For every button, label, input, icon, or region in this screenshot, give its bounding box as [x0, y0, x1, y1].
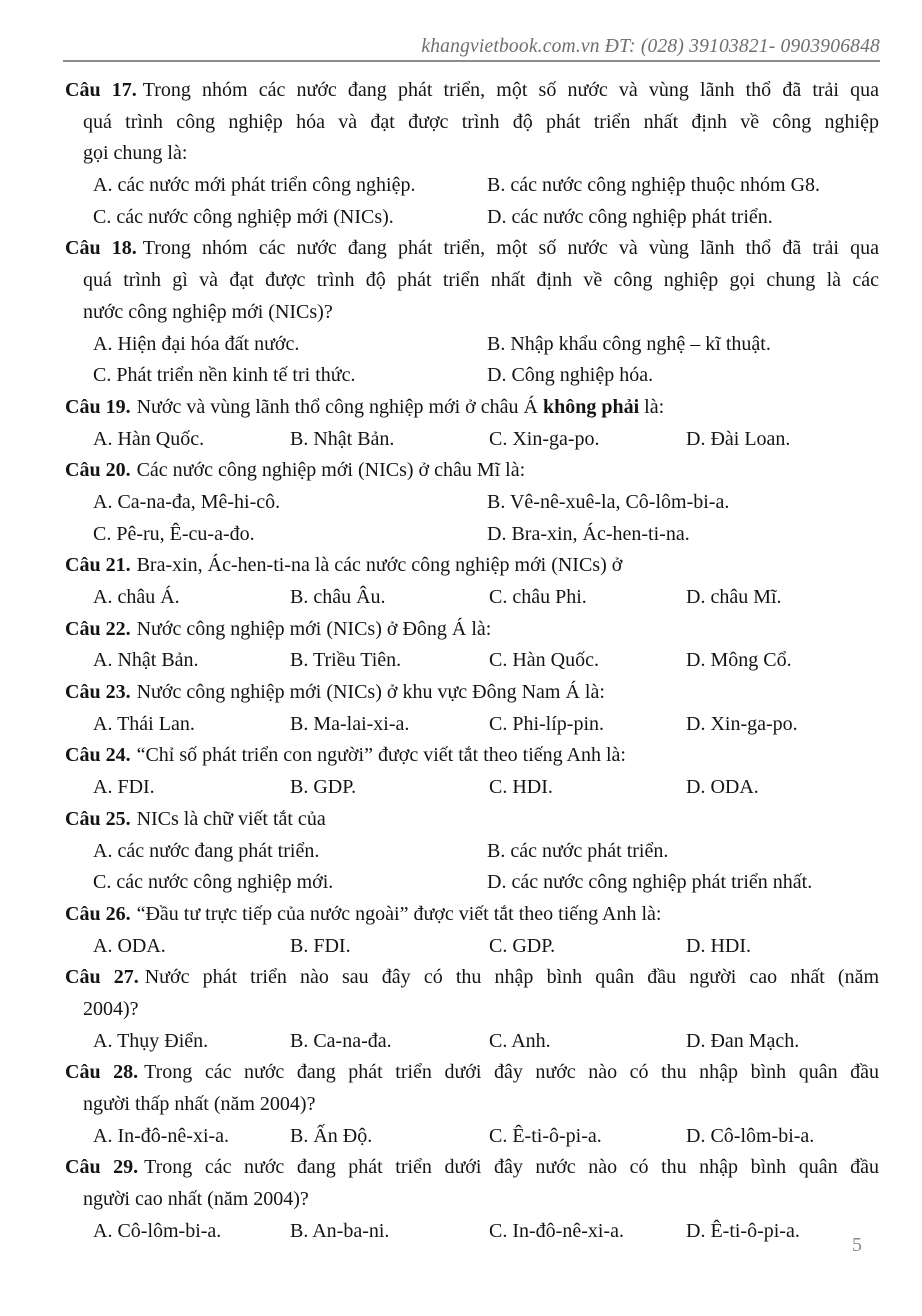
question-number: Câu 21.: [65, 554, 131, 577]
option-a: A. ODA.: [93, 934, 166, 957]
options-row: [93, 1026, 879, 1058]
question-stem-bold-text: không phải: [537, 395, 640, 418]
question-stem-text: Nước công nghiệp mới (NICs) ở khu vực Đông Nam Á là:: [136, 681, 605, 704]
question-stem-line: gọi chung là:: [83, 142, 188, 165]
options-row: [93, 709, 879, 741]
question-number: Câu 20.: [65, 459, 131, 482]
question-number: Câu 29.: [65, 1156, 139, 1179]
question-stem-text: Trong các nước đang phát triển dưới đây nước nào có thu nhập bình quân đầu: [144, 1061, 879, 1084]
question-24: [65, 740, 879, 803]
question-number: Câu 26.: [65, 902, 131, 925]
option-c: C. Pê-ru, Ê-cu-a-đo.: [93, 522, 255, 545]
option-d: D. HDI.: [686, 934, 751, 957]
option-d: D. Bra-xin, Ác-hen-ti-na.: [487, 522, 690, 545]
option-c: C. In-đô-nê-xi-a.: [489, 1219, 624, 1242]
page-number: 5: [852, 1234, 862, 1256]
question-stem-text: Trong các nước đang phát triển dưới đây nước nào có thu nhập bình quân đầu: [144, 1156, 879, 1179]
option-b: B. GDP.: [290, 776, 357, 799]
option-c: C. Phát triển nền kinh tế tri thức.: [93, 364, 356, 387]
option-c: C. châu Phi.: [489, 586, 587, 608]
question-22: [65, 614, 879, 677]
question-stem-text: Trong nhóm các nước đang phát triển, một số nước và vùng lãnh thổ đã trải qua: [142, 237, 879, 260]
question-number: Câu 28.: [65, 1061, 139, 1084]
options-row: [93, 1216, 879, 1248]
options-row: [93, 772, 879, 804]
option-b: B. châu Âu.: [290, 586, 386, 608]
question-25: [65, 804, 879, 899]
option-b: B. Ấn Độ.: [290, 1124, 373, 1147]
option-a: A. Thụy Điển.: [93, 1029, 209, 1052]
option-b: B. Nhập khẩu công nghệ – kĩ thuật.: [487, 332, 771, 355]
question-stem-line: [65, 550, 879, 582]
question-stem-text: Nước và vùng lãnh thổ công nghiệp mới ở châu Á: [136, 395, 538, 418]
question-stem-line: nước công nghiệp mới (NICs)?: [83, 300, 333, 323]
question-number: Câu 17.: [65, 79, 137, 101]
question-17: [65, 75, 879, 233]
question-stem-line: quá trình gì và đạt được trình độ phát triển nhất định về công nghiệp gọi chung là các: [83, 269, 879, 292]
question-number: Câu 19.: [65, 395, 131, 418]
question-stem-line: [65, 899, 879, 931]
option-d: D. Ê-ti-ô-pi-a.: [686, 1219, 800, 1242]
option-b: B. An-ba-ni.: [290, 1219, 390, 1242]
question-stem-line: người cao nhất (năm 2004)?: [83, 1188, 309, 1211]
option-b: B. Ma-lai-xi-a.: [290, 712, 410, 735]
option-a: A. Ca-na-đa, Mê-hi-cô.: [93, 490, 281, 513]
question-29: [65, 1152, 879, 1247]
option-a: A. Cô-lôm-bi-a.: [93, 1219, 222, 1242]
question-stem-text: Nước phát triển nào sau đây có thu nhập bình quân đầu người cao nhất (năm: [144, 966, 879, 989]
option-d: D. Đài Loan.: [686, 427, 791, 450]
question-number: Câu 24.: [65, 744, 131, 767]
option-a: A. Thái Lan.: [93, 712, 195, 735]
options-row: [93, 329, 879, 361]
option-d: D. ODA.: [686, 776, 759, 799]
options-row: [93, 836, 879, 868]
options-row: [93, 360, 879, 392]
question-28: [65, 1057, 879, 1152]
option-a: A. các nước mới phát triển công nghiệp.: [93, 174, 416, 197]
option-c: C. HDI.: [489, 776, 553, 799]
option-d: D. các nước công nghiệp phát triển nhất.: [487, 871, 813, 894]
question-stem-line: [65, 614, 879, 646]
question-23: [65, 677, 879, 740]
question-number: Câu 23.: [65, 681, 131, 704]
question-number: Câu 27.: [65, 966, 139, 989]
question-stem-line: [65, 740, 879, 772]
question-stem-text: “Chỉ số phát triển con người” được viết tắt theo tiếng Anh là:: [136, 744, 626, 767]
question-26: [65, 899, 879, 962]
question-stem-line: [65, 962, 879, 994]
option-d: D. Xin-ga-po.: [686, 712, 798, 735]
question-stem-text: Trong nhóm các nước đang phát triển, một số nước và vùng lãnh thổ đã trải qua: [142, 79, 879, 101]
options-row: [93, 519, 879, 551]
question-stem-text: NICs là chữ viết tắt của: [136, 807, 326, 830]
question-stem-text: Nước công nghiệp mới (NICs) ở Đông Á là:: [136, 617, 492, 640]
question-stem-text: Các nước công nghiệp mới (NICs) ở châu Mĩ là:: [136, 459, 526, 482]
question-stem-line: [65, 233, 879, 265]
option-d: D. châu Mĩ.: [686, 586, 782, 608]
question-stem-line: [65, 804, 879, 836]
question-19: [65, 392, 879, 455]
options-row: [93, 170, 879, 202]
question-20: [65, 455, 879, 550]
option-b: B. Vê-nê-xuê-la, Cô-lôm-bi-a.: [487, 490, 730, 513]
options-row: [93, 1121, 879, 1153]
question-stem-text: “Đầu tư trực tiếp của nước ngoài” được viết tắt theo tiếng Anh là:: [136, 902, 662, 925]
option-c: C. Ê-ti-ô-pi-a.: [489, 1124, 602, 1147]
options-row: [93, 487, 879, 519]
options-row: [93, 867, 879, 899]
question-stem-line: 2004)?: [83, 997, 139, 1020]
option-c: C. Hàn Quốc.: [489, 649, 599, 672]
options-row: [93, 582, 879, 614]
question-stem-line: [65, 1057, 879, 1089]
options-row: [93, 202, 879, 234]
question-27: [65, 962, 879, 1057]
option-b: B. FDI.: [290, 934, 351, 957]
option-c: C. Anh.: [489, 1029, 551, 1052]
question-stem-text: Bra-xin, Ác-hen-ti-na là các nước công nghiệp mới (NICs) ở: [136, 554, 623, 577]
question-number: Câu 18.: [65, 237, 137, 260]
options-row: [93, 931, 879, 963]
question-stem-line: người thấp nhất (năm 2004)?: [83, 1093, 316, 1115]
question-18: [65, 233, 879, 391]
option-a: A. châu Á.: [93, 586, 180, 608]
option-c: C. GDP.: [489, 934, 556, 957]
option-d: D. Đan Mạch.: [686, 1029, 800, 1052]
question-stem-tail: là:: [639, 395, 665, 418]
questions-list: [65, 75, 879, 1247]
option-c: C. các nước công nghiệp mới (NICs).: [93, 205, 394, 228]
question-stem-line: [65, 677, 879, 709]
option-a: A. FDI.: [93, 776, 155, 799]
option-a: A. Hiện đại hóa đất nước.: [93, 332, 300, 355]
option-b: B. các nước công nghiệp thuộc nhóm G8.: [487, 174, 821, 197]
option-d: D. Mông Cổ.: [686, 649, 792, 672]
question-stem-line: [65, 1152, 879, 1184]
question-stem-line: [65, 75, 879, 107]
option-a: A. In-đô-nê-xi-a.: [93, 1124, 230, 1147]
question-number: Câu 22.: [65, 617, 131, 640]
question-21: [65, 550, 879, 613]
option-c: C. các nước công nghiệp mới.: [93, 871, 334, 894]
options-row: [93, 424, 879, 456]
options-row: [93, 645, 879, 677]
question-number: Câu 25.: [65, 807, 131, 830]
option-c: C. Xin-ga-po.: [489, 427, 600, 450]
page-header: khangvietbook.com.vn ĐT: (028) 39103821- 0903906848: [421, 36, 880, 57]
option-b: B. các nước phát triển.: [487, 839, 669, 862]
option-a: A. Nhật Bản.: [93, 649, 199, 672]
question-stem-line: quá trình công nghiệp hóa và đạt được trình độ phát triển nhất định về công nghiệp: [83, 110, 879, 133]
option-c: C. Phi-líp-pin.: [489, 712, 605, 735]
option-b: B. Triều Tiên.: [290, 649, 402, 672]
option-d: D. Công nghiệp hóa.: [487, 364, 654, 387]
question-stem-line: [65, 392, 879, 424]
question-stem-line: [65, 455, 879, 487]
option-b: B. Ca-na-đa.: [290, 1029, 392, 1052]
option-a: A. các nước đang phát triển.: [93, 839, 320, 862]
option-a: A. Hàn Quốc.: [93, 427, 205, 450]
option-d: D. Cô-lôm-bi-a.: [686, 1124, 815, 1147]
header-rule: [63, 60, 880, 62]
option-b: B. Nhật Bản.: [290, 427, 395, 450]
option-d: D. các nước công nghiệp phát triển.: [487, 205, 773, 228]
